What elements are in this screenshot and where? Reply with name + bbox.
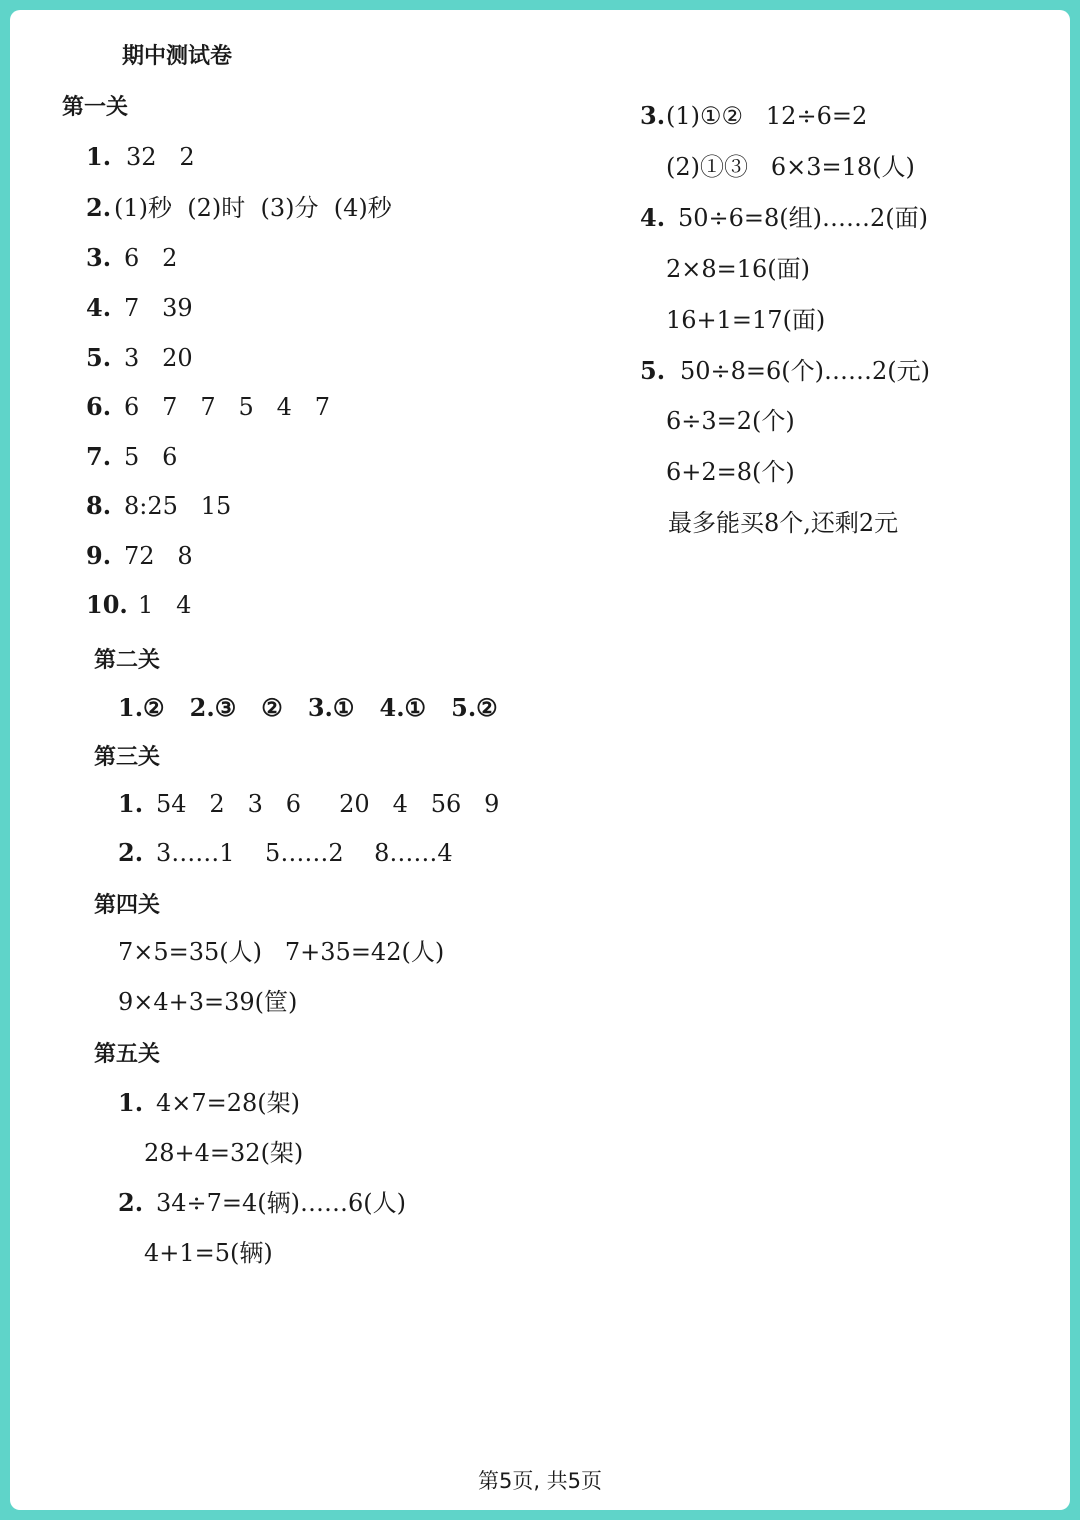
answer-text: 7 39	[124, 294, 193, 322]
answer-page	[10, 10, 1070, 1510]
item-number: 10.	[86, 590, 128, 619]
item-number: 5.	[640, 356, 666, 385]
answer-text: 8:25 15	[124, 492, 232, 520]
answer-text: 5 6	[124, 443, 178, 471]
item-number: 3.	[86, 243, 112, 272]
answer-text: 72 8	[124, 542, 193, 570]
answer-text: 3 20	[124, 344, 193, 372]
answer-text: 2×8=16(面)	[666, 255, 811, 283]
answer-text: 54 2 3 6 20 4 56 9	[156, 790, 500, 818]
answer-text: 16+1=17(面)	[666, 306, 826, 334]
page-number: 第5页, 共5页	[477, 1469, 603, 1493]
section-1-title: 第一关	[62, 95, 129, 120]
answer-text: (1)秒 (2)时 (3)分 (4)秒	[114, 194, 392, 222]
answer-text: 28+4=32(架)	[144, 1139, 304, 1167]
answer-text: 4×7=28(架)	[156, 1089, 301, 1117]
item-number: 1.	[118, 789, 144, 818]
section-4-title: 第四关	[94, 893, 161, 918]
page-title: 期中测试卷	[122, 44, 233, 69]
item-number: 8.	[86, 491, 112, 520]
item-number: 4.	[640, 203, 666, 232]
item-number: 3.	[640, 101, 666, 130]
answer-text: 最多能买8个,还剩2元	[668, 509, 899, 537]
item-number: 5.	[86, 343, 112, 372]
answer-text: (1)①② 12÷6=2	[666, 102, 868, 130]
section-3-title: 第三关	[94, 745, 161, 770]
answer-text: 6 2	[124, 244, 178, 272]
answer-text: 1 4	[138, 591, 192, 619]
item-number: 2.	[86, 193, 112, 222]
item-number: 2.	[118, 1188, 144, 1217]
answer-text: 50÷6=8(组)……2(面)	[678, 204, 929, 232]
answer-text: 6÷3=2(个)	[666, 407, 795, 435]
item-number: 1.	[118, 1088, 144, 1117]
item-number: 2.	[118, 838, 144, 867]
answer-text: 34÷7=4(辆)……6(人)	[156, 1189, 407, 1217]
item-number: 1.	[86, 142, 112, 171]
section-5-title: 第五关	[94, 1042, 161, 1067]
item-number: 7.	[86, 442, 112, 471]
answer-text: 1.② 2.③ ② 3.① 4.① 5.②	[118, 693, 498, 722]
answer-text: 9×4+3=39(筐)	[118, 988, 298, 1016]
answer-text: 6+2=8(个)	[666, 458, 795, 486]
answer-text: (2)①③ 6×3=18(人)	[666, 153, 915, 181]
answer-text: 6 7 7 5 4 7	[124, 393, 331, 421]
item-number: 4.	[86, 293, 112, 322]
answer-text: 50÷8=6(个)……2(元)	[680, 357, 931, 385]
item-number: 9.	[86, 541, 112, 570]
answer-text: 3……1 5……2 8……4	[156, 839, 453, 867]
answer-text: 4+1=5(辆)	[144, 1239, 273, 1267]
answer-text: 32 2	[126, 143, 195, 171]
section-2-title: 第二关	[94, 648, 161, 673]
item-number: 6.	[86, 392, 112, 421]
answer-text: 7×5=35(人) 7+35=42(人)	[118, 938, 445, 966]
